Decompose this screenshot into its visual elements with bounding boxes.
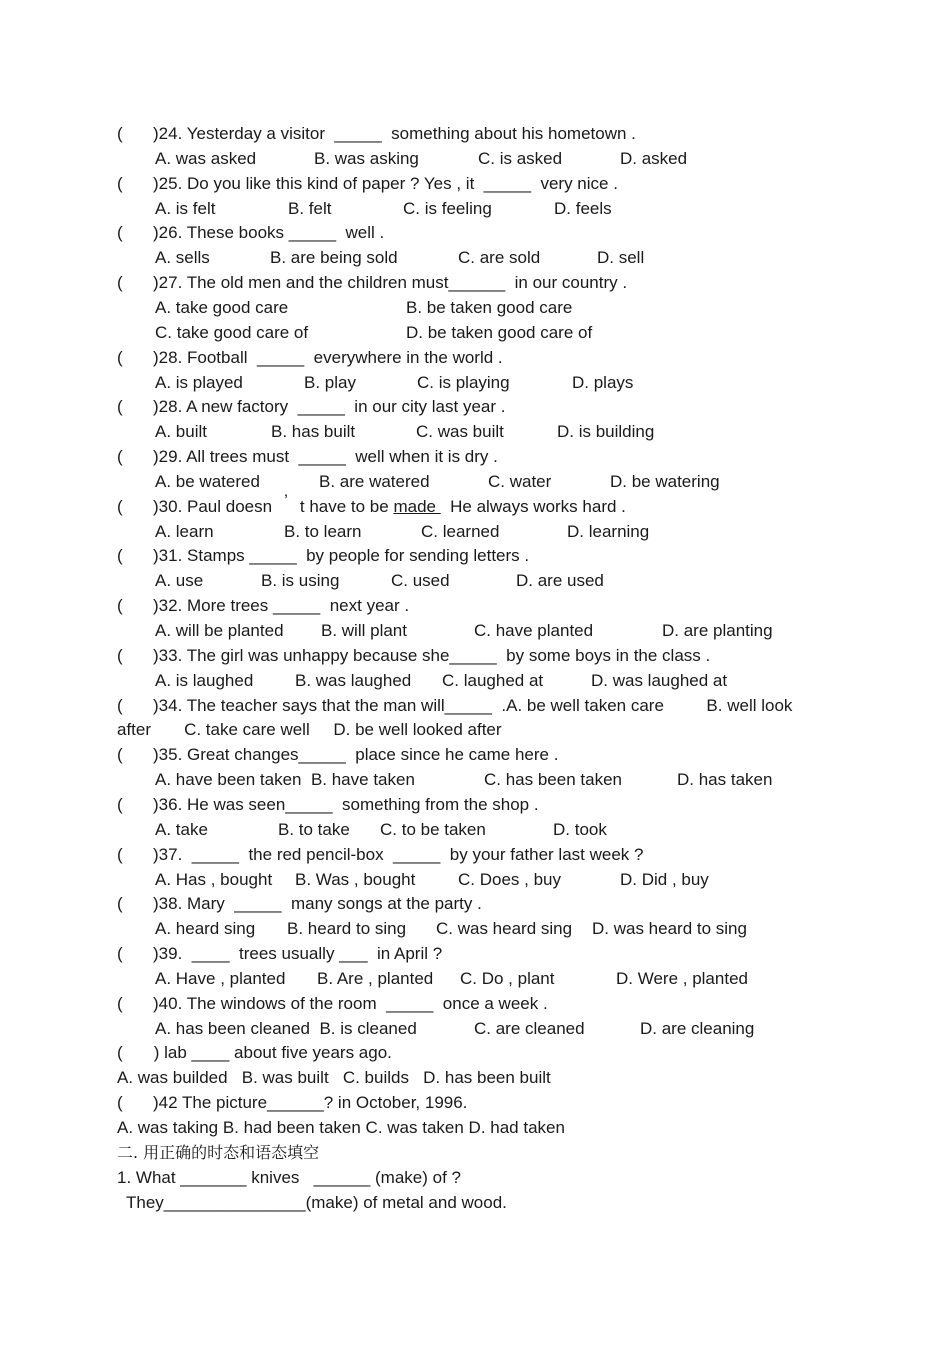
question-stem [117, 696, 792, 716]
answer-paren: ( [117, 645, 123, 665]
answer-option: C. used [391, 571, 450, 591]
answer-option: A. built [155, 422, 207, 442]
question-stem [117, 273, 627, 293]
answer-option: C. water [488, 471, 552, 491]
answer-paren: ( [117, 347, 123, 367]
answer-option: B. is using [261, 571, 340, 591]
answer-option: A. be watered [155, 471, 260, 491]
answer-option: A. take [155, 819, 208, 839]
answer-option: C. to be taken [380, 819, 486, 839]
question-stem [117, 1043, 392, 1063]
answer-option: A. has been cleaned B. is cleaned [155, 1018, 417, 1038]
answer-option: B. Was , bought [295, 869, 416, 889]
answer-option: B. Are , planted [317, 968, 434, 988]
answer-option: A. heard sing [155, 919, 256, 939]
question-stem [117, 447, 498, 467]
stem-text: )30. Paul doesn [153, 496, 273, 516]
answer-paren: ( [117, 596, 123, 616]
answer-option: C. is feeling [403, 198, 492, 218]
answer-paren: ( [117, 745, 123, 765]
answer-option: D. are used [516, 571, 604, 591]
answer-option: C. are cleaned [474, 1018, 585, 1038]
section-heading: 二. 用正确的时态和语态填空 [117, 1142, 320, 1162]
answer-option: C. Do , plant [460, 968, 555, 988]
question-stem [117, 1093, 467, 1113]
answer-option: B. to take [278, 819, 350, 839]
answer-option: B. felt [288, 198, 332, 218]
stem-text: He always works hard . [440, 496, 626, 516]
answer-option: D. Did , buy [620, 869, 709, 889]
question-wrap: after C. take care well D. be well looked after [117, 720, 502, 740]
question-stem [117, 546, 529, 566]
answer-option: D. be taken good care of [406, 322, 593, 342]
stem-text: )31. Stamps _____ by people for sending letters . [153, 546, 530, 566]
answer-option: B. are being sold [270, 248, 398, 268]
answer-option: C. was built [416, 422, 504, 442]
answer-option: A. sells [155, 248, 210, 268]
stem-text: ) lab ____ about five years ago. [149, 1043, 392, 1063]
answer-option: A. use [155, 571, 204, 591]
answer-option: A. learn [155, 521, 214, 541]
question-stem [117, 646, 710, 666]
stem-text: )33. The girl was unhappy because she_____ by some boys in the class . [153, 645, 711, 665]
answer-option: B. has built [271, 422, 356, 442]
answer-option: A. Have , planted [155, 968, 286, 988]
stem-text: )40. The windows of the room _____ once a week . [153, 993, 548, 1013]
fill-in-answer: They_______________(make) of metal and wood. [126, 1192, 507, 1212]
question-stem [117, 397, 505, 417]
stem-text: )28. A new factory _____ in our city last year . [153, 397, 506, 417]
stem-text: )26. These books _____ well . [153, 223, 385, 243]
answer-paren: ( [117, 894, 123, 914]
answer-option: C. is asked [478, 148, 563, 168]
answer-option: B. was asking [314, 148, 419, 168]
question-stem [117, 596, 409, 616]
answer-option: A. Has , bought [155, 869, 273, 889]
question-stem [117, 174, 618, 194]
answer-option: D. Were , planted [616, 968, 748, 988]
question-stem [117, 845, 643, 865]
answer-option: B. heard to sing [287, 919, 407, 939]
answer-option: C. is playing [417, 372, 510, 392]
answer-option: A. will be planted [155, 621, 284, 640]
stem-text: t have to be [299, 496, 394, 516]
answer-paren: ( [117, 695, 123, 715]
answer-option: A. is felt [155, 198, 216, 218]
answer-option: D. is building [557, 422, 655, 442]
answer-option: D. learning [567, 521, 650, 541]
answer-option: C. laughed at [442, 670, 544, 690]
answer-option: D. took [553, 819, 607, 839]
answer-option: C. Does , buy [458, 869, 561, 889]
stem-text: )37. _____ the red pencil-box _____ by your father last week ? [153, 844, 644, 864]
answer-option: D. plays [572, 372, 634, 392]
stem-text: )35. Great changes_____ place since he came here . [153, 745, 559, 765]
answer-option: C. take good care of [155, 322, 309, 342]
answer-paren: ( [117, 397, 123, 417]
answer-option: C. have planted [474, 621, 594, 640]
stem-text: )27. The old men and the children must______ in our country . [153, 273, 628, 293]
answer-option: D. feels [554, 198, 612, 218]
answer-option: C. are sold [458, 248, 541, 268]
stem-text: )25. Do you like this kind of paper ? Yes , it _____ very nice . [153, 173, 618, 193]
answer-option: C. was heard sing [436, 919, 573, 939]
stem-text: )29. All trees must _____ well when it is dry . [153, 447, 498, 467]
answer-option: D. sell [597, 248, 645, 268]
answer-paren: ( [117, 124, 123, 143]
answer-option: B. play [304, 372, 356, 392]
answer-paren: ( [117, 944, 123, 964]
answer-option: C. has been taken [484, 770, 622, 790]
answer-option: D. be watering [610, 471, 720, 491]
answer-option: B. are watered [319, 471, 430, 491]
question-stem [117, 944, 442, 964]
answer-option: B. to learn [284, 521, 362, 541]
answer-option: A. take good care [155, 297, 289, 317]
answer-option: D. has taken [677, 770, 773, 790]
question-stem [117, 348, 503, 368]
answer-option: D. are planting [662, 621, 773, 640]
answer-options-inline: A. was taking B. had been taken C. was taken D. had taken [117, 1118, 565, 1137]
stem-text: )24. Yesterday a visitor _____ something about his hometown . [153, 124, 636, 143]
answer-option: B. was laughed [295, 670, 412, 690]
answer-paren: ( [117, 794, 123, 814]
stem-text: )32. More trees _____ next year . [153, 596, 410, 616]
stem-text: )39. ____ trees usually ___ in April ? [153, 944, 443, 964]
question-stem [117, 994, 548, 1014]
question-stem [117, 223, 384, 243]
answer-paren: ( [117, 447, 123, 467]
answer-option: D. asked [620, 148, 688, 168]
answer-paren: ( [117, 1043, 123, 1063]
question-stem [117, 795, 539, 815]
stem-text: )38. Mary _____ many songs at the party . [153, 894, 482, 914]
fill-in-item: 1. What _______ knives ______ (make) of ? [117, 1167, 461, 1187]
stem-text: )28. Football _____ everywhere in the world . [153, 347, 503, 367]
answer-paren: ( [117, 993, 123, 1013]
answer-option: A. is played [155, 372, 243, 392]
stem-apostrophe: ’ [284, 490, 288, 510]
answer-option: D. was heard to sing [592, 919, 747, 939]
answer-option: C. learned [421, 521, 500, 541]
answer-paren: ( [117, 223, 123, 243]
answer-option: D. was laughed at [591, 670, 728, 690]
question-stem [117, 124, 636, 144]
answer-paren: ( [117, 173, 123, 193]
answer-paren: ( [117, 273, 123, 293]
answer-options-inline: A. was builded B. was built C. builds D. has been built [117, 1068, 551, 1088]
stem-text: )34. The teacher says that the man will_____ .A. be well taken care B. well look [153, 695, 793, 715]
answer-option: B. will plant [321, 621, 407, 640]
question-stem [117, 490, 626, 517]
answer-paren: ( [117, 496, 123, 516]
question-stem [117, 745, 558, 765]
question-stem [117, 894, 482, 914]
answer-option: A. have been taken B. have taken [155, 770, 415, 790]
answer-option: A. is laughed [155, 670, 254, 690]
stem-text: )36. He was seen_____ something from the shop . [153, 794, 539, 814]
answer-paren: ( [117, 546, 123, 566]
stem-text: )42 The picture______? in October, 1996. [153, 1093, 468, 1113]
answer-paren: ( [117, 844, 123, 864]
stem-underlined: made [393, 496, 441, 516]
answer-paren: ( [117, 1093, 123, 1113]
answer-option: B. be taken good care [406, 297, 573, 317]
answer-option: D. are cleaning [640, 1018, 755, 1038]
answer-option: A. was asked [155, 148, 257, 168]
